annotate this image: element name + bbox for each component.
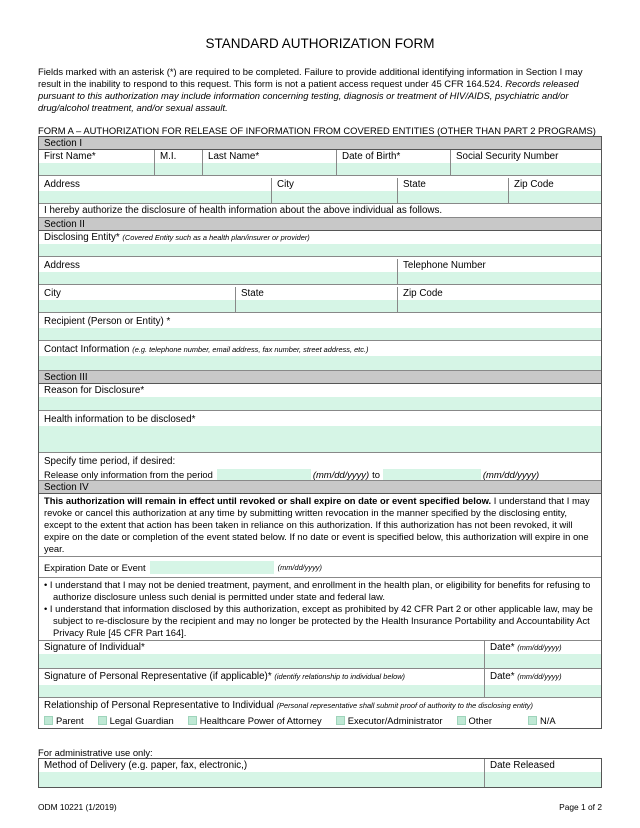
intro-text	[38, 66, 604, 114]
expiration-row	[39, 557, 601, 578]
health-info-label: Health information to be disclosed*	[44, 414, 196, 425]
option-parent[interactable]: Parent	[44, 715, 84, 726]
section-3-header: Section III	[39, 371, 601, 384]
sig-rep-field[interactable]	[39, 685, 484, 697]
first-name-label: First Name*	[44, 151, 96, 162]
checkbox-icon	[336, 716, 345, 725]
entity-state-field[interactable]	[236, 300, 397, 312]
sig-date-field[interactable]	[485, 654, 601, 668]
phone-field[interactable]	[398, 272, 601, 284]
entity-city-field[interactable]	[39, 300, 235, 312]
admin-table	[38, 758, 602, 788]
recipient-field[interactable]	[39, 328, 601, 340]
disclosing-entity-field[interactable]	[39, 244, 601, 256]
recipient-row	[39, 315, 601, 341]
bullet-1: • I understand that I may not be denied treatment, payment, and enrollment in the health plan, or eligibility for benefits for refusing to authorize disclosure unless such denial is permitted under state and federal law.	[44, 579, 591, 602]
checkbox-icon	[44, 716, 53, 725]
disclosing-entity-label: Disclosing Entity*	[44, 232, 120, 243]
mi-field[interactable]	[155, 163, 202, 175]
time-period-row	[39, 455, 601, 481]
entity-zip-label: Zip Code	[403, 288, 443, 299]
dob-field[interactable]	[337, 163, 450, 175]
entity-city-label: City	[44, 288, 61, 299]
signature-individual-row	[39, 641, 601, 669]
first-name-field[interactable]	[39, 163, 154, 175]
city-field[interactable]	[272, 191, 397, 203]
reason-label: Reason for Disclosure*	[44, 385, 145, 396]
entity-address-row	[39, 259, 601, 285]
checkbox-icon	[457, 716, 466, 725]
contact-field[interactable]	[39, 356, 601, 370]
option-healthcare-poa[interactable]: Healthcare Power of Attorney	[188, 715, 322, 726]
intro-italic: Records released pursuant to this authorization may include information concerning testing, diagnosis or treatment of HIV/AIDS, psychiatric and/or drug/alcohol treatment, and/or sexual assault.	[38, 78, 579, 113]
rep-date-field[interactable]	[485, 685, 601, 697]
form-title: STANDARD AUTHORIZATION FORM	[205, 36, 435, 51]
authorization-form	[38, 136, 602, 729]
period-line	[39, 468, 601, 480]
effect-plain: I understand that I may revoke or cancel this authorization at any time by submitting written revocation in the manner specified by the disclosing entity, except to the extent that action has been taken in reliance on this authorization. If this authorization has not been revoked, it will expire on the date or completion of the event stated below. If no date or event is specified below, this authorization will expire in one year.	[44, 495, 590, 554]
state-label: State	[403, 179, 426, 190]
rep-date-label: Date*	[490, 671, 515, 682]
entity-address-field[interactable]	[39, 272, 397, 284]
option-other[interactable]: Other	[457, 715, 492, 726]
checkbox-icon	[98, 716, 107, 725]
entity-address-label: Address	[44, 260, 80, 271]
recipient-label: Recipient (Person or Entity) *	[44, 316, 171, 327]
zip-field[interactable]	[509, 191, 601, 203]
ssn-label: Social Security Number	[456, 151, 559, 162]
period-end-format: (mm/dd/yyyy)	[482, 468, 540, 480]
address-row-1	[39, 178, 601, 204]
delivery-hint: (e.g. paper, fax, electronic,)	[128, 760, 248, 771]
entity-zip-field[interactable]	[398, 300, 601, 312]
date-released-field[interactable]	[485, 772, 601, 787]
sig-date-label: Date*	[490, 642, 515, 653]
admin-note: For administrative use only:	[38, 747, 153, 758]
option-legal-guardian[interactable]: Legal Guardian	[98, 715, 174, 726]
period-to-text: to	[372, 468, 380, 480]
sig-individual-field[interactable]	[39, 654, 484, 668]
phone-label: Telephone Number	[403, 260, 486, 271]
release-only-text: Release only information from the period	[44, 468, 213, 480]
delivery-field[interactable]	[39, 772, 484, 787]
effect-bold: This authorization will remain in effect until revoked or shall expire on date or event specified below.	[44, 495, 492, 506]
sig-date-format: (mm/dd/yyyy)	[517, 643, 562, 652]
mi-label: M.I.	[160, 151, 177, 162]
checkbox-icon	[188, 716, 197, 725]
disclosing-entity-hint: (Covered Entity such as a health plan/insurer or provider)	[122, 233, 310, 242]
address-label: Address	[44, 179, 80, 190]
ssn-field[interactable]	[451, 163, 601, 175]
disclosing-entity-row	[39, 231, 601, 257]
contact-label: Contact Information	[44, 344, 130, 355]
last-name-label: Last Name*	[208, 151, 260, 162]
zip-label: Zip Code	[514, 179, 554, 190]
address-field[interactable]	[39, 191, 271, 203]
expiration-format: (mm/dd/yyyy)	[277, 562, 322, 572]
reason-field[interactable]	[39, 397, 601, 410]
relationship-hint: (Personal representative shall submit proof of authority to the disclosing entity)	[276, 701, 533, 710]
authorize-text: I hereby authorize the disclosure of health information about the above individual as follows.	[44, 205, 443, 216]
admin-row	[39, 759, 601, 787]
city-label: City	[277, 179, 294, 190]
bullet-2: • I understand that information disclosed by this authorization, except as prohibited by 42 CFR Part 2 or other applicable law, may be subject to re-disclosure by the recipient and may no longer be protected by the Health Insurance Portability and Accountability Act Privacy Rule [45 CFR Part 164].	[44, 603, 593, 638]
contact-row	[39, 343, 601, 371]
sig-rep-hint: (identify relationship to individual below)	[274, 672, 406, 681]
intro-plain: Fields marked with an asterisk (*) are required to be completed. Failure to provide additional identifying information in Section I may result in the inability to respond to this request. This form is not a patient access request under 45 CFR 164.524.	[38, 66, 583, 89]
section-2-header: Section II	[39, 218, 601, 231]
time-period-label: Specify time period, if desired:	[44, 456, 176, 467]
reason-row	[39, 384, 601, 411]
last-name-field[interactable]	[203, 163, 336, 175]
health-info-field[interactable]	[39, 426, 601, 452]
period-start-format: (mm/dd/yyyy)	[312, 468, 370, 480]
period-end-field[interactable]	[383, 469, 481, 480]
relationship-label: Relationship of Personal Representative to Individual	[44, 700, 274, 711]
acknowledgement-bullets	[39, 578, 601, 640]
section-1-header: Section I	[39, 137, 601, 150]
form-a-heading: FORM A – AUTHORIZATION FOR RELEASE OF INFORMATION FROM COVERED ENTITIES (OTHER THAN PART 2 PROGRAMS)	[38, 125, 596, 136]
sig-individual-label: Signature of Individual*	[44, 642, 145, 653]
contact-hint: (e.g. telephone number, email address, fax number, street address, etc.)	[132, 345, 369, 354]
name-row	[39, 150, 601, 176]
expiration-line	[39, 557, 322, 577]
signature-rep-row	[39, 669, 601, 698]
entity-state-label: State	[241, 288, 264, 299]
effect-row	[39, 494, 601, 557]
delivery-label: Method of Delivery	[44, 760, 126, 771]
date-released-label: Date Released	[490, 760, 555, 771]
section-4-header: Section IV	[39, 481, 601, 494]
period-start-field[interactable]	[217, 469, 311, 480]
health-info-row	[39, 413, 601, 453]
dob-label: Date of Birth*	[342, 151, 401, 162]
rep-date-format: (mm/dd/yyyy)	[517, 672, 562, 681]
option-na[interactable]: N/A	[528, 715, 556, 726]
acknowledgement-row	[39, 578, 601, 641]
checkbox-icon	[528, 716, 537, 725]
state-field[interactable]	[398, 191, 508, 203]
relationship-options	[39, 713, 601, 728]
sig-rep-label: Signature of Personal Representative (if applicable)*	[44, 671, 272, 682]
expiration-field[interactable]	[150, 561, 274, 574]
effect-text	[39, 494, 601, 556]
option-executor[interactable]: Executor/Administrator	[336, 715, 443, 726]
expiration-label: Expiration Date or Event	[44, 561, 146, 573]
form-id: ODM 10221 (1/2019)	[38, 802, 117, 812]
page-number: Page 1 of 2	[559, 802, 602, 812]
authorize-row	[39, 204, 601, 218]
entity-city-row	[39, 287, 601, 313]
relationship-row	[39, 698, 601, 728]
